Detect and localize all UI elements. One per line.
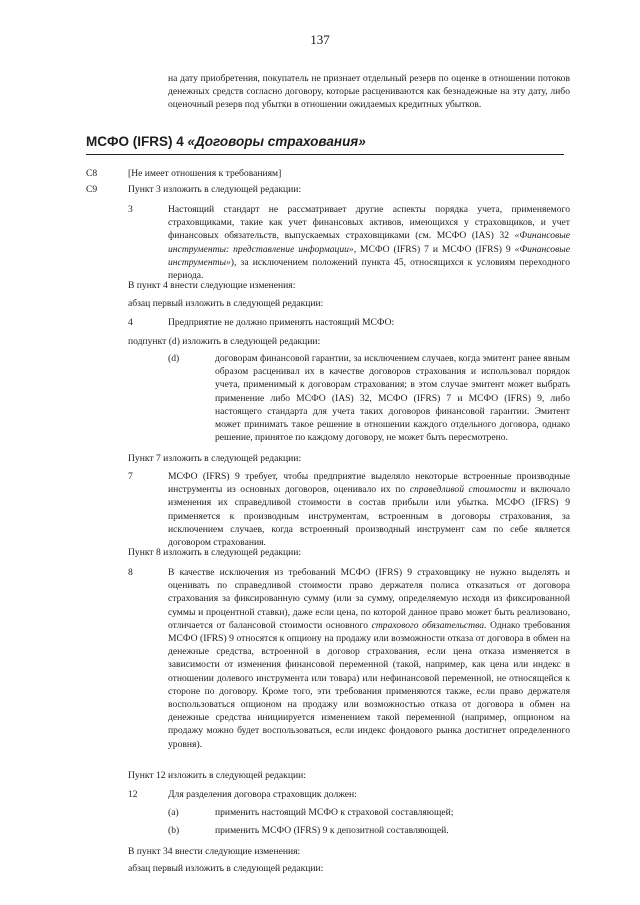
p34-abzac: абзац первый изложить в следующей редакции: xyxy=(128,863,324,874)
p12-text: Для разделения договора страховщик должен: xyxy=(168,789,357,800)
p7-text: МСФО (IFRS) 9 требует, чтобы предприятие выделяло некоторые встроенные производные инструменты из основных договоров, оценивало их по справедливой стоимости и включало изменения их справедливой стоимости в состав прибыли или убытка. МСФО (IFRS) 9 применяется к производным инструментам, встроенным в договоры страхования, за исключением случаев, когда встроенный производный инструмент сам по себе является договором страхования. xyxy=(168,471,570,549)
p3-number: 3 xyxy=(128,204,133,215)
p7-number: 7 xyxy=(128,471,133,482)
p7-intro: Пункт 7 изложить в следующей редакции: xyxy=(128,453,302,464)
p12-a-marker: (a) xyxy=(168,807,179,818)
section-heading-title: «Договоры страхования» xyxy=(187,134,366,149)
p12-b-text: применить МСФО (IFRS) 9 к депозитной составляющей. xyxy=(215,825,449,836)
p12-number: 12 xyxy=(128,789,138,800)
p12-b-marker: (b) xyxy=(168,825,180,836)
c9-text: Пункт 3 изложить в следующей редакции: xyxy=(128,184,302,195)
p8-text: В качестве исключения из требований МСФО (IFRS) 9 страховщику не нужно выделять и оценивать по справедливой стоимости право держателя полиса отказаться от договора страхования за фиксированную сумму (или за сумму, определяемую исходя из фиксированной суммы и процентной ставки), даже если цена, по которой данное право может быть реализовано, отличается от балансовой стоимости основного страхового обязательства. Однако требования МСФО (IFRS) 9 относятся к опциону на продажу или возможности отказа от договора в обмен на денежные средства, встроенной в договор страхования, если цена отказа изменяется в зависимости от изменения финансовой переменной (такой, например, как цена или индекс в отношении долевого инструмента или товара) или нефинансовой переменной, не относящейся к стороне по договору. Кроме того, эти требования применяются также, если право держателя воспользоваться опционом на продажу или возможностью отказа от договора в обмен на денежные средства инициируется изменением такой переменной (например, опционом на продажу можно будет воспользоваться, если индекс фондового рынка достигнет определенного уровня). xyxy=(168,567,570,750)
p8-intro: Пункт 8 изложить в следующей редакции: xyxy=(128,547,302,558)
p12-intro: Пункт 12 изложить в следующей редакции: xyxy=(128,770,306,781)
p8-italic-1: страхового обязательства xyxy=(371,619,484,631)
p4-abzac: абзац первый изложить в следующей редакции: xyxy=(128,298,324,309)
p3-italic-2: «Финансовые инструменты» xyxy=(168,243,571,268)
c8-marker: C8 xyxy=(86,168,98,179)
c8-text: [Не имеет отношения к требованиям] xyxy=(128,168,282,179)
p4d-intro: подпункт (d) изложить в следующей редакции: xyxy=(128,336,321,347)
p34-intro: В пункт 34 внести следующие изменения: xyxy=(128,846,301,857)
p3-italic-1: «Финансовые инструменты: представление информации» xyxy=(168,230,570,255)
p8-number: 8 xyxy=(128,567,133,578)
section-heading-prefix: МСФО (IFRS) 4 xyxy=(86,134,188,149)
p4-number: 4 xyxy=(128,317,133,328)
p4-text: Предприятие не должно применять настоящий МСФО: xyxy=(168,317,395,328)
heading-underline xyxy=(86,154,564,155)
p4d-marker: (d) xyxy=(168,353,180,364)
p12-a-text: применить настоящий МСФО к страховой составляющей; xyxy=(215,807,454,818)
p7-italic-1: справедливой стоимости xyxy=(409,484,517,496)
p3-text: Настоящий стандарт не рассматривает другие аспекты порядка учета, применяемого страховщиками, такие как учет финансовых активов, имеющихся у страховщиков, и учет финансовых обязательств, выпускаемых страховщиками (см. МСФО (IAS) 32 «Финансовые инструменты: представление информации», МСФО (IFRS) 7 и МСФО (IFRS) 9 «Финансовые инструменты»), за исключением положений пункта 45, относящихся к условиям переходного периода. xyxy=(168,204,571,282)
c9-marker: C9 xyxy=(86,184,98,195)
p4d-text: договорам финансовой гарантии, за исключением случаев, когда эмитент ранее явным образом расценивал их в качестве договоров страхования и использовал порядок учета, применимый к договорам страхования; в этом случае эмитент может выбрать применение либо МСФО (IAS) 32, МСФО (IFRS) 7 и МСФО (IFRS) 9, либо настоящего стандарта для учета таких договоров финансовой гарантии. Эмитент может принимать такое решение в отношении каждого отдельного договора, однако решение, принятое по каждому договору, не может быть пересмотрено. xyxy=(215,353,570,444)
p4-intro: В пункт 4 внести следующие изменения: xyxy=(128,280,296,291)
page-number: 137 xyxy=(310,32,330,47)
intro-paragraph: на дату приобретения, покупатель не признает отдельный резерв по оценке в отношении потоков денежных средств согласно договору, которые расцениваются как безнадежные на эту дату, либо оценочный резерв под убытки в отношении ожидаемых кредитных убытков. xyxy=(168,73,570,111)
section-heading xyxy=(86,134,366,149)
